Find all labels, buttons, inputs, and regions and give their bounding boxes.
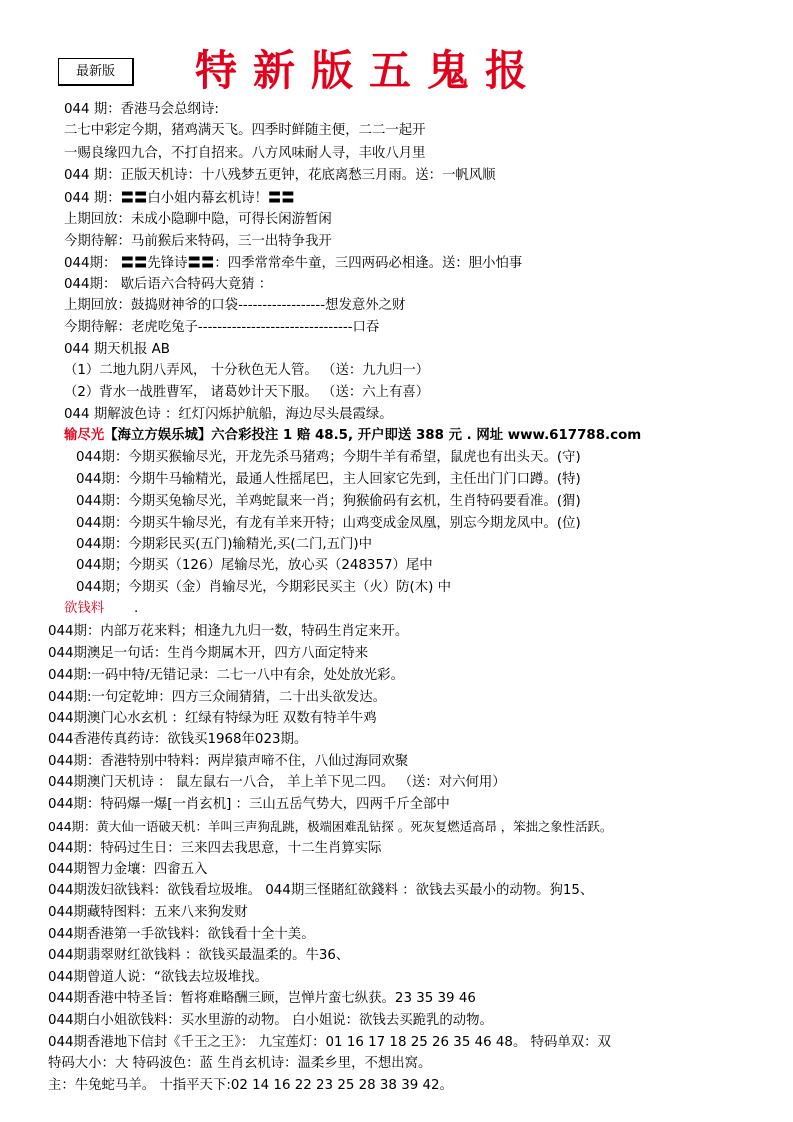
text-line: 044期澳门天机诗 ： 鼠左鼠右一八合， 羊上羊下见二四。 （送：对六何用） <box>48 775 506 790</box>
text-line: 一赐良缘四九合，不打自招来。八方风味耐人寻，丰收八月里 <box>64 146 426 161</box>
text-line: 044期：今期牛马输精光，最通人性摇尾巴，主人回家它先到，主任出门门口蹲。(特) <box>76 472 581 487</box>
text-line: 044 期解波色诗 ：红灯闪烁护航船，海边尽头晨霞绿。 <box>64 407 393 422</box>
page-title: 特新版五鬼报 <box>195 46 544 95</box>
ad-banner[interactable] <box>64 426 641 446</box>
section-heading <box>64 599 138 619</box>
text-line: 上期回放：鼓捣财神爷的口袋------------------想发意外之财 <box>64 298 406 313</box>
text-line: 044期：特码爆一爆[一肖玄机] ：三山五岳气势大，四两千斤全部中 <box>48 797 450 812</box>
text-line: 044期:一码中特/无错记录：二七一八中有余，处处放光彩。 <box>48 668 404 683</box>
text-line: （1）二地九阴八弄风， 十分秋色无人管。 （送：九九归一） <box>64 363 430 378</box>
text-line: 044 期：香港马会总纲诗: <box>64 102 219 117</box>
text-line: 044 期：正版天机诗：十八残梦五更钟，花底离愁三月雨。送：一帆风顺 <box>64 168 496 183</box>
text-line: 044 期天机报 AB <box>64 342 170 357</box>
text-line: 044期： 歇后语六合特码大竟猜 ： <box>64 277 273 292</box>
edition-badge: 最新版 <box>58 58 134 86</box>
text-line: 044期智力金壤：四畲五入 <box>48 862 208 877</box>
text-line: 044期：今期彩民买(五门)输精光,买(二门,五门)中 <box>76 537 372 552</box>
text-line: 044期翡翠财红欲钱料 ：欲钱买最温柔的。牛36、 <box>48 948 350 963</box>
ad-text[interactable]: 【海立方娱乐城】六合彩投注 1 赔 48.5, 开户即送 388 元 . 网址 www.617788.com <box>104 428 642 443</box>
text-line: 044期：香港特别中特料：两岸猿声啼不住，八仙过海同欢聚 <box>48 754 409 769</box>
text-line: 044期香港中特圣旨：暂将难略酬三顾，岂惮片蛮七纵获。23 35 39 46 <box>48 991 476 1006</box>
text-line: 特码大小：大 特码波色：蓝 生肖玄机诗：温柔乡里，不想出窝。 <box>48 1056 432 1071</box>
text-line: 044期：黄大仙一语破天机：羊叫三声狗乱跳，极端困难乱钻探 。死灰复燃适高昂 ，笨拙之象性活跃。 <box>48 819 613 834</box>
text-line: 今期待解：马前猴后来特码，三一出特争我开 <box>64 234 332 249</box>
text-line: 044期：特码过生日：三来四去我思意，十二生肖算实际 <box>48 841 382 856</box>
text-line: 主：牛兔蛇马羊。 十指平天下:02 14 16 22 23 25 28 38 39 42。 <box>48 1078 453 1093</box>
text-line: 044期曾道人说：“欲钱去垃圾堆找。 <box>48 970 268 985</box>
section-dot: . <box>133 601 139 616</box>
text-line: 044期：内部万花来料；相逢九九归一数，特码生肖定来开。 <box>48 624 409 639</box>
text-line: 044期白小姐欲钱料：买水里游的动物。 白小姐说：欲钱去买跪乳的动物。 <box>48 1013 493 1028</box>
text-line: 044期；今期买（金）肖输尽光，今期彩民买主（火）防(木) 中 <box>76 580 452 595</box>
text-line: 044期澳门心水玄机 ：红绿有特绿为旺 双数有特羊牛鸡 <box>48 711 377 726</box>
text-line: 044期；今期买（126）尾输尽光，放心买（248357）尾中 <box>76 558 433 573</box>
text-line: 044期藏特图料：五来八来狗发财 <box>48 905 248 920</box>
text-line: 044 期：〓〓白小姐内幕玄机诗！〓〓 <box>64 191 295 206</box>
ad-keyword: 输尽光 <box>64 428 105 443</box>
text-line: 今期待解：老虎吃兔子--------------------------------口吞 <box>64 320 380 335</box>
text-line: 044期泼妇欲钱料：欲钱看垃圾堆。 044期三怪賭紅欲錢料 ：欲钱去买最小的动物。狗15、 <box>48 883 594 898</box>
text-line: 044期香港地下信封《千王之王》： 九宝莲灯：01 16 17 18 25 26 35 46 48。 特码单双：双 <box>48 1035 611 1050</box>
text-line: 上期回放：未成小隐聊中隐，可得长闲游暂闲 <box>64 212 332 227</box>
section-title: 欲钱料 <box>64 601 105 616</box>
text-line: 044期：今期买猴输尽光，开龙先杀马猪鸡；今期牛羊有希望，鼠虎也有出头天。(守) <box>76 450 581 465</box>
text-line: 044期澳足一句话：生肖今期属木开，四方八面定特来 <box>48 646 369 661</box>
text-line: 044期： 〓〓先锋诗〓〓：四季常常牵牛童，三四两码必相逢。送：胆小怕事 <box>64 256 523 271</box>
text-line: 044期：今期买牛输尽光，有龙有羊来开特；山鸡变成金凤凰，别忘今期龙凤中。(位) <box>76 516 581 531</box>
text-line: 044香港传真药诗：欲钱买1968年023期。 <box>48 732 308 747</box>
text-line: 二七中彩定今期，猪鸡满天飞。四季时鲜随主便，二二一起开 <box>64 123 426 138</box>
text-line: 044期：今期买兔输尽光，羊鸡蛇鼠来一肖；狗猴偷码有玄机，生肖特码要看准。(猬) <box>76 494 581 509</box>
text-line: 044期:一句定乾坤：四方三众闹猜猜，二十出头欲发达。 <box>48 690 387 705</box>
text-line: 044期香港第一手欲钱料：欲钱看十全十美。 <box>48 927 315 942</box>
text-line: （2）背水一战胜曹军， 诸葛妙计天下服。 （送：六上有喜） <box>64 385 430 400</box>
